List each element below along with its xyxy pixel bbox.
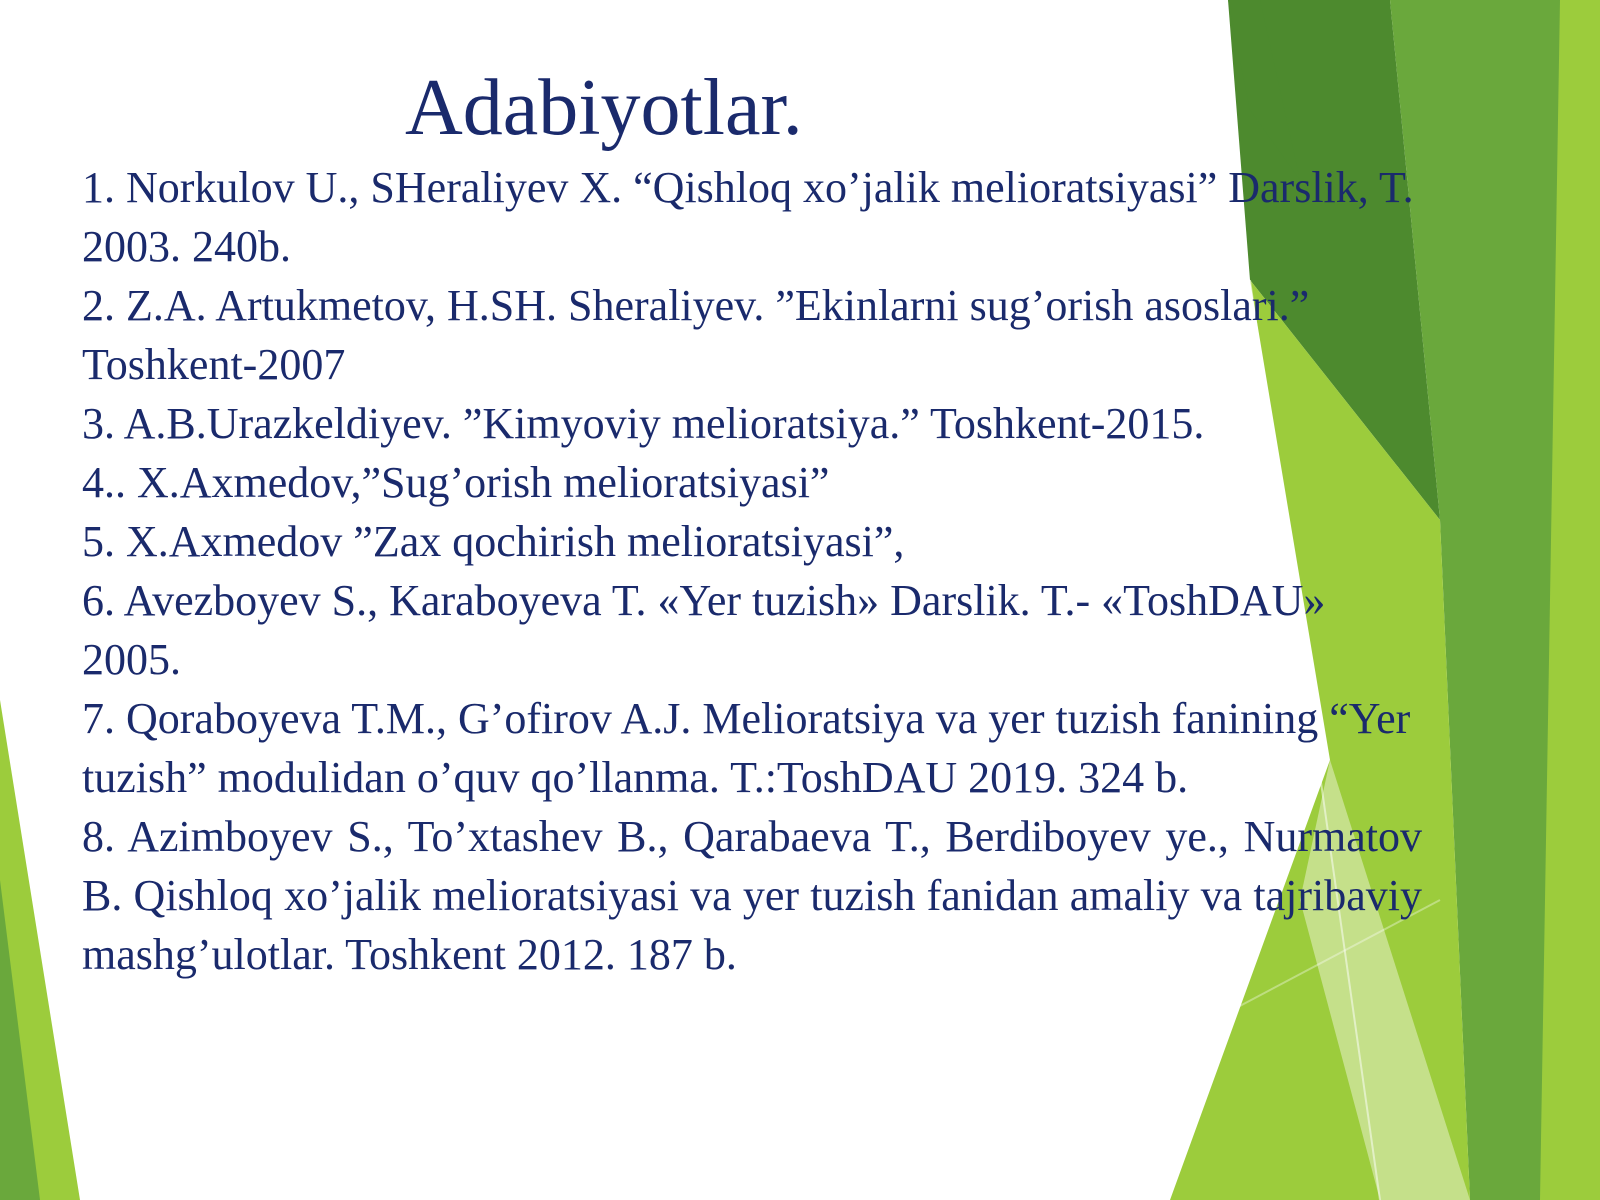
reference-list [82, 158, 1422, 984]
reference-item: 7. Qoraboyeva T.M., G’ofirov A.J. Melioratsiya va yer tuzish fanining “Yer tuzish” modulidan o’quv qo’llanma. T.:ToshDAU 2019. 324 b. [82, 694, 1411, 802]
reference-item: 2. Z.A. Artukmetov, H.SH. Sheraliyev. ”Ekinlarni sug’orish asoslari.” Toshkent-2007 [82, 281, 1310, 389]
reference-item: 5. X.Axmedov ”Zax qochirish melioratsiyasi”, [82, 517, 905, 566]
reference-item: 4.. X.Axmedov,”Sug’orish melioratsiyasi” [82, 458, 830, 507]
reference-item: 8. Azimboyev S., To’xtashev B., Qarabaeva T., Berdiboyev ye., Nurmatov B. Qishloq xo’jalik melioratsiyasi va yer tuzish fanidan amaliy va tajribaviy mashg’ulotlar. Toshkent 2012. 187 b. [82, 812, 1422, 979]
reference-item: 1. Norkulov U., SHeraliyev X. “Qishloq xo’jalik melioratsiyasi” Darslik, T. 2003. 240b. [82, 163, 1414, 271]
slide-title: Adabiyotlar. [405, 64, 803, 152]
reference-item: 6. Avezboyev S., Karaboyeva T. «Yer tuzish» Darslik. T.- «ToshDAU» 2005. [82, 576, 1326, 684]
reference-item: 3. A.B.Urazkeldiyev. ”Kimyoviy melioratsiya.” Toshkent-2015. [82, 399, 1205, 448]
